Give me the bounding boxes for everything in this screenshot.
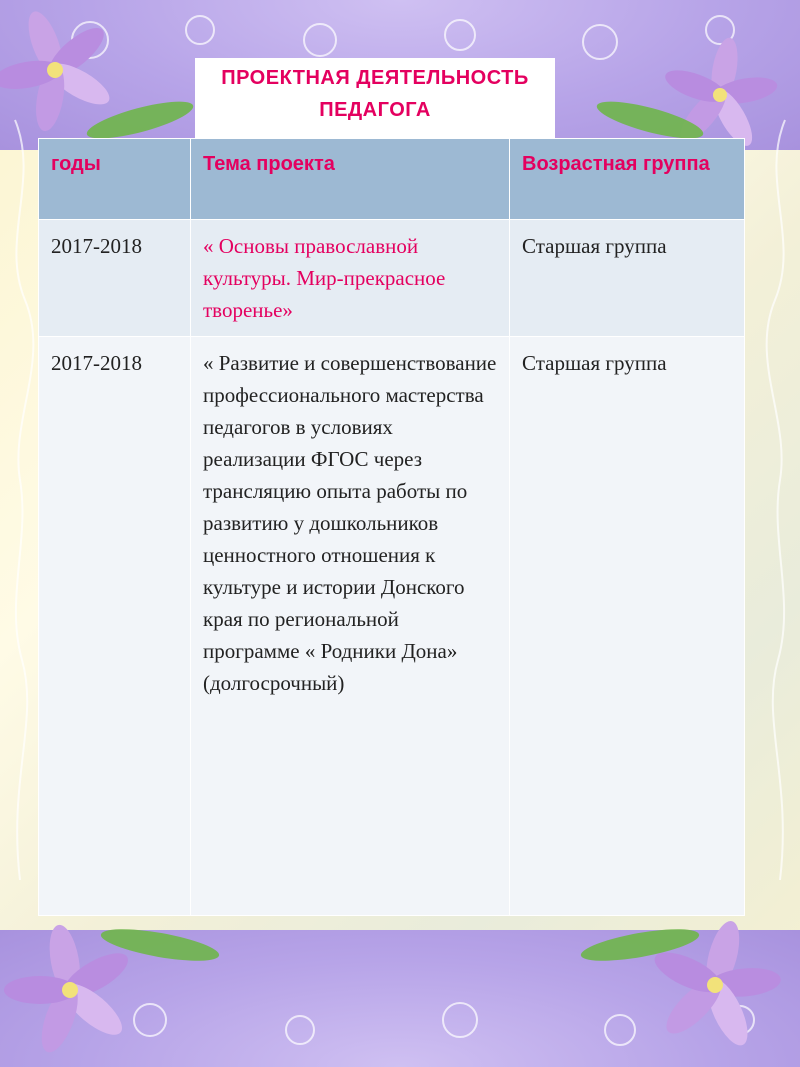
cell-group: Старшая группа	[510, 220, 745, 337]
cell-year: 2017-2018	[39, 337, 191, 916]
table-row	[39, 220, 745, 337]
column-header-topic: Тема проекта	[191, 139, 510, 220]
cell-topic: « Основы православной культуры. Мир-прекрасное творенье»	[191, 220, 510, 337]
table-row	[39, 337, 745, 916]
projects-table	[38, 138, 745, 916]
column-header-years: годы	[39, 139, 191, 220]
cell-year: 2017-2018	[39, 220, 191, 337]
cell-group: Старшая группа	[510, 337, 745, 916]
cell-topic: « Развитие и совершенствование профессионального мастерства педагогов в условиях реализации ФГОС через трансляцию опыта работы по развитию у дошкольников ценностного отношения к культуре и истории Донского края по региональной программе « Родники Дона» (долгосрочный)	[191, 337, 510, 916]
table-header-row	[39, 139, 745, 220]
column-header-age-group: Возрастная группа	[510, 139, 745, 220]
page-title: ПРОЕКТНАЯ ДЕЯТЕЛЬНОСТЬ ПЕДАГОГА	[221, 67, 529, 121]
